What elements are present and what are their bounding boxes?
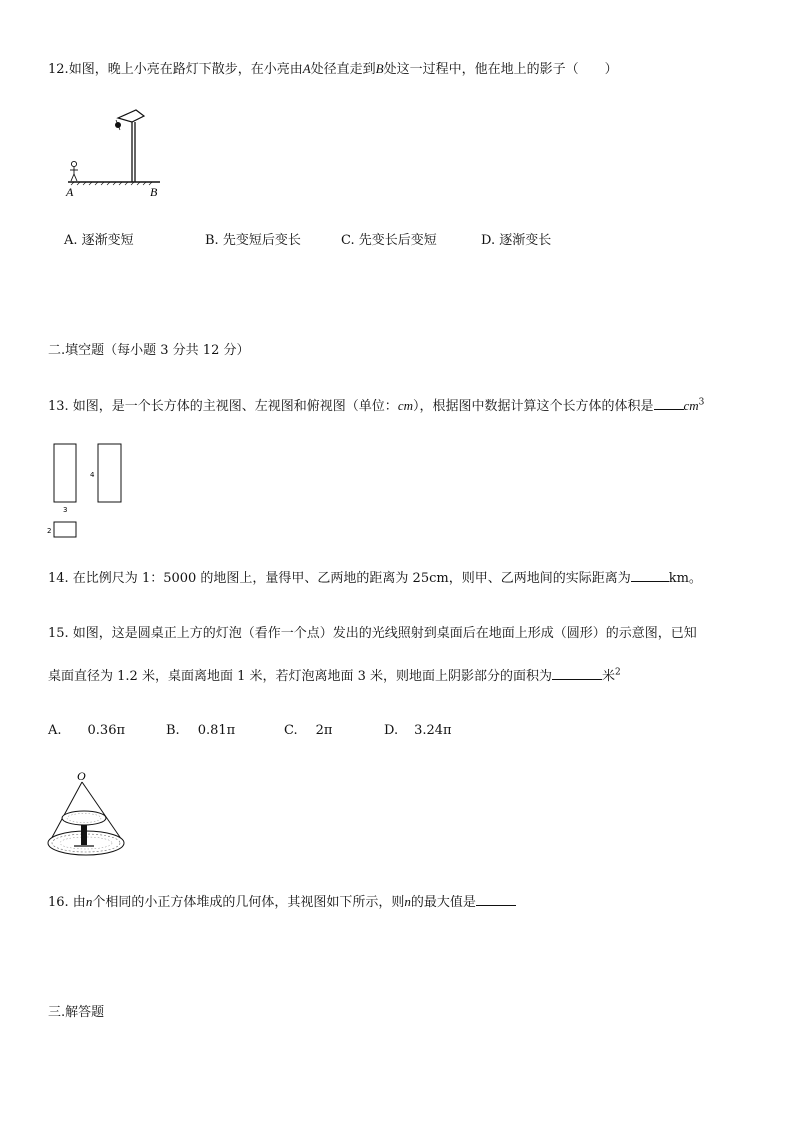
q13-side-view	[98, 444, 121, 502]
q12-option-a[interactable]: A. 逐渐变短	[64, 233, 134, 248]
q15-line1: 15. 如图，这是圆桌正上方的灯泡（看作一个点）发出的光线照射到桌面后在地面上形成（圆形）的示意图，已知	[48, 626, 697, 641]
q13-answer-blank[interactable]	[654, 397, 684, 410]
q13-text: 13. 如图，是一个长方体的主视图、左视图和俯视图（单位：cm），根据图中数据计算这个长方体的体积是 $cm^3$	[48, 397, 705, 414]
q12-text: 12.如图，晚上小亮在路灯下散步，在小亮由A处径直走到B处这一过程中，他在地上的影子（ ）	[48, 61, 618, 77]
q15-option-d[interactable]: D. 3.24π	[384, 723, 452, 738]
section3-title: 三.解答题	[48, 1005, 105, 1020]
q15-option-b[interactable]: B. 0.81π	[166, 723, 236, 738]
q14-answer-blank[interactable]	[631, 569, 669, 582]
q12-streetlamp-figure	[60, 108, 170, 198]
q13-three-views-figure	[44, 442, 134, 542]
q16-answer-blank[interactable]	[476, 893, 516, 906]
q12-label-b: B	[150, 185, 158, 199]
section2-title: 二.填空题（每小题 3 分共 12 分）	[48, 343, 250, 358]
q12-option-b[interactable]: B. 先变短后变长	[205, 233, 301, 248]
q16-text: 16. 由n个相同的小正方体堆成的几何体，其视图如下所示，则n的最大值是	[48, 893, 516, 912]
q13-dim-bottom: 3	[63, 506, 68, 514]
q13-dim-left: 4	[90, 471, 95, 479]
q14-text: 14. 在比例尺为 1：5000 的地图上，量得甲、乙两地的距离为 25cm，则甲、乙两地间的实际距离为 km。	[48, 571, 702, 586]
q15-line2: 桌面直径为 1.2 米，桌面离地面 1 米，若灯泡离地面 3 米，则地面上阴影部分的面积为 米$^2$	[48, 667, 621, 684]
q12-label-a: A	[66, 185, 74, 199]
q15-option-c[interactable]: C. 2π	[284, 723, 333, 738]
q15-label-o: O	[77, 769, 86, 783]
q12-option-d[interactable]: D. 逐渐变长	[481, 233, 552, 248]
q15-answer-blank[interactable]	[552, 667, 602, 680]
q15-option-a[interactable]: A. 0.36π	[48, 723, 126, 738]
q13-top-view	[54, 522, 76, 537]
q13-front-view	[54, 444, 76, 502]
q13-dim-top-view: 2	[47, 527, 52, 535]
q12-option-c[interactable]: C. 先变长后变短	[341, 233, 437, 248]
q15-light-cone-figure	[44, 768, 154, 860]
